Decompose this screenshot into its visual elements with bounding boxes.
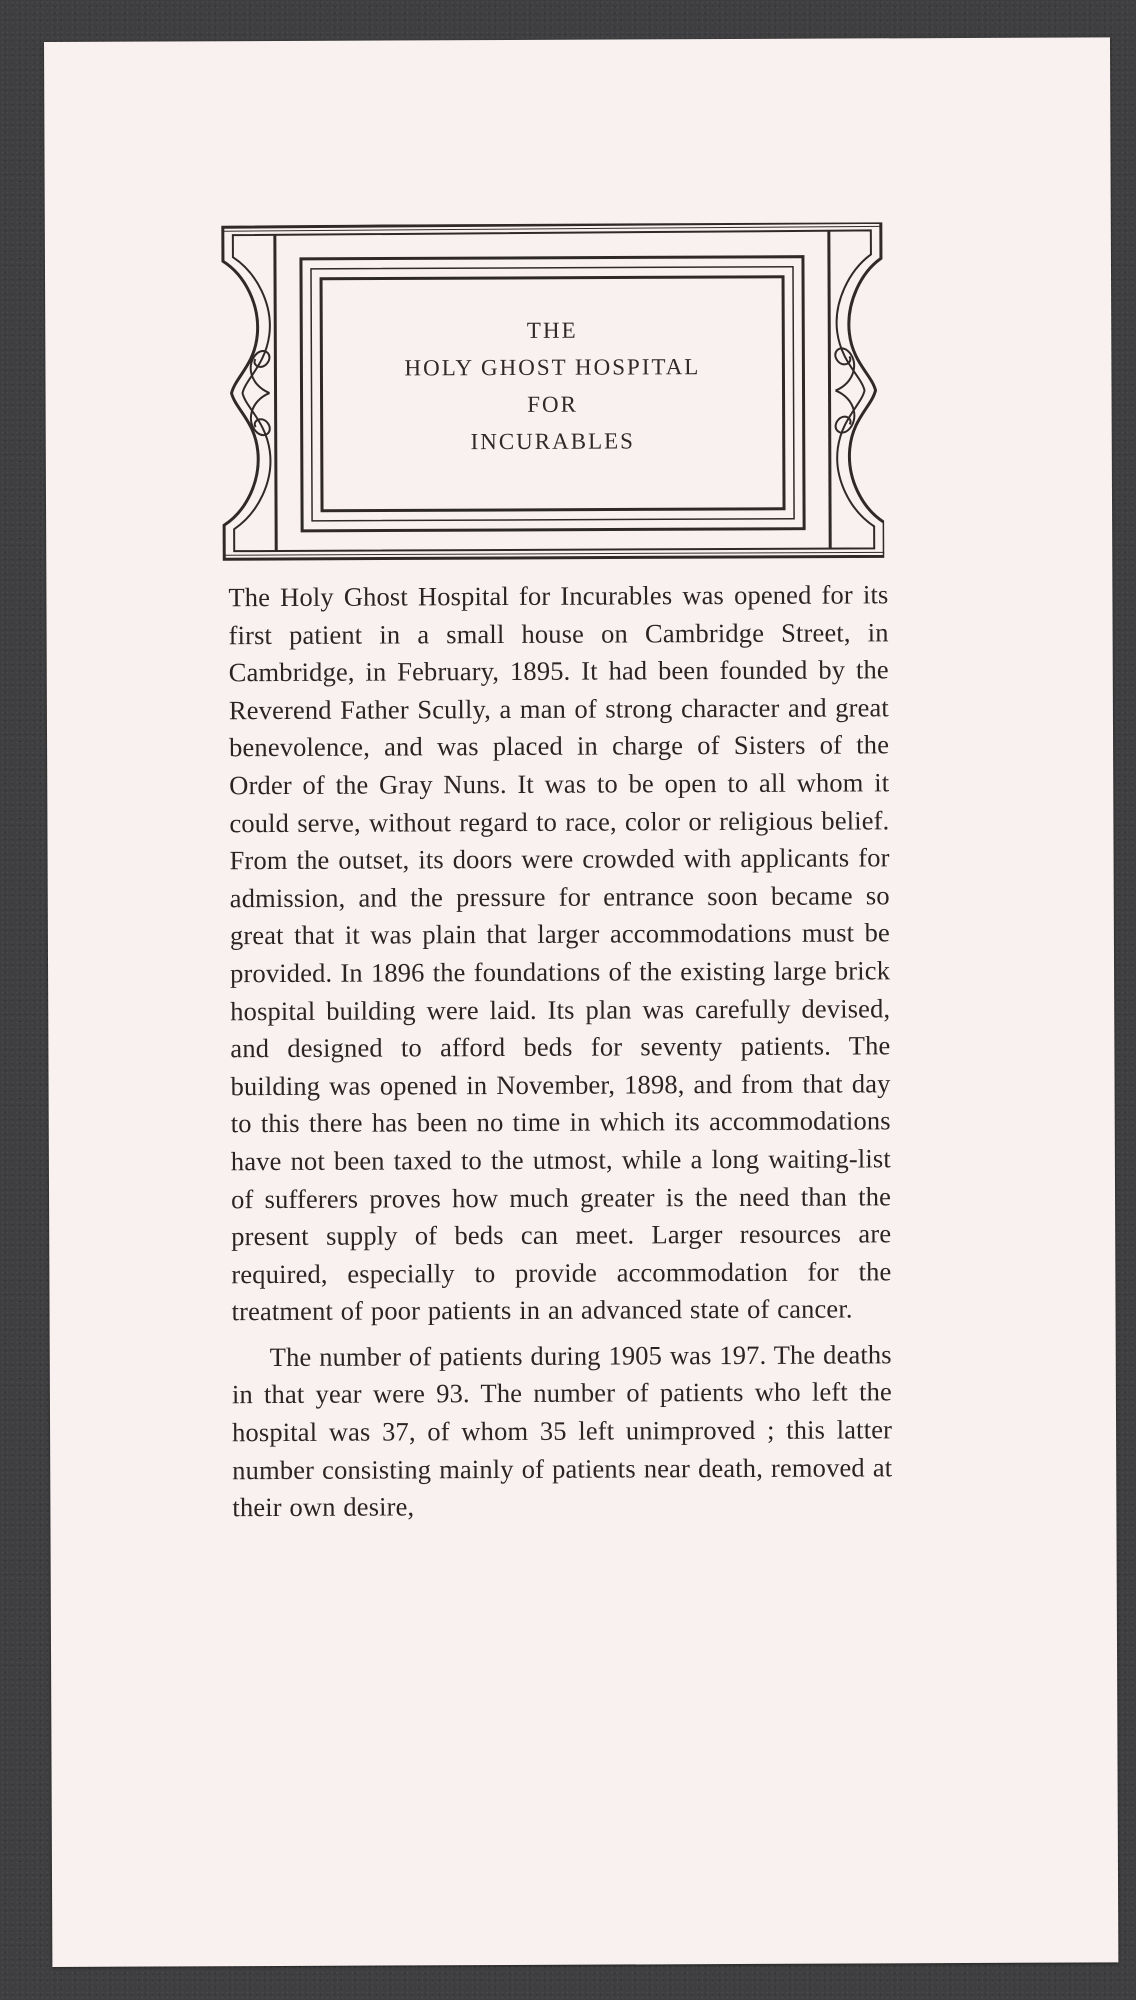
title-line-4: INCURABLES	[470, 428, 636, 455]
document-title	[327, 311, 778, 461]
paragraph-statistics: The number of patients during 1905 was 197. The deaths in that year were 93. The number of patients who left the hospital was 37, of whom 35 left unimproved ; this latter number consisting mainly of patients near death, removed at their own desire,	[231, 1339, 893, 1523]
title-line-3: FOR	[527, 391, 579, 417]
body-text	[228, 576, 892, 1527]
title-line-2: HOLY GHOST HOSPITAL	[404, 354, 701, 381]
paragraph-history: The Holy Ghost Hospital for Incurables was opened for its first patient in a small house on Cambridge Street, in Cambridge, in February, 1895. It had been founded by the Reverend Father Scully, a man of strong character and great benevolence, and was placed in charge of Sisters of the Order of the Gray Nuns. It was to be open to all whom it could serve, without regard to race, color or religious belief. From the outset, its doors were crowded with applicants for admission, and the pressure for entrance soon became so great that it was plain that larger accommodations must be provided. In 1896 the foundations of the existing large brick hospital building were laid. Its plan was carefully devised, and designed to afford beds for seventy patients. The building was opened in November, 1898, and from that day to this there has been no time in which its accommodations have not been taxed to the utmost, while a long waiting-list of sufferers proves how much greater is the need than the present supply of beds can meet. Larger resources are required, especially to provide accommodation for the treatment of poor patients in an advanced state of cancer.	[228, 579, 892, 1327]
title-ornamental-frame	[221, 222, 884, 561]
document-page	[44, 37, 1118, 1967]
title-line-1: THE	[526, 317, 578, 343]
